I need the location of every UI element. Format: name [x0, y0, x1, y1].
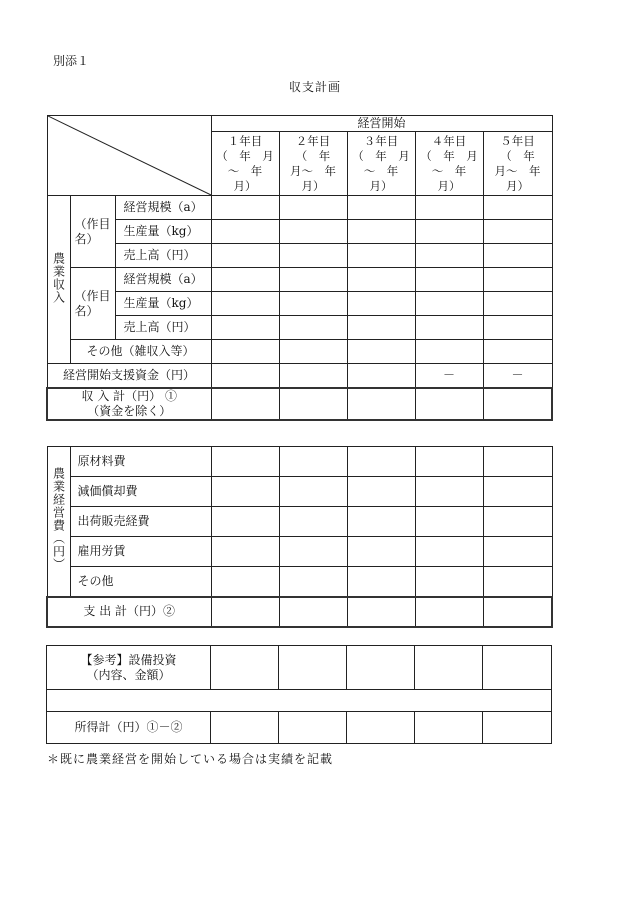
capex-label: 【参考】設備投資 （内容、金額） [47, 646, 211, 690]
support-fund-label: 経営開始支援資金（円） [47, 364, 211, 388]
other-income-label: その他（雑収入等） [70, 340, 211, 364]
year-1-header: １年目 （ 年 月 ～ 年 月） [211, 132, 279, 196]
expense-item-materials: 原材料費 [70, 447, 211, 477]
scale-label-2: 経営規模（a） [115, 268, 211, 292]
sales-label: 売上高（円） [115, 244, 211, 268]
support-year4-dash: － [415, 364, 483, 388]
production-label-2: 生産量（kg） [115, 292, 211, 316]
income-table [46, 115, 553, 421]
expense-item-labor: 雇用労賃 [70, 537, 211, 567]
attachment-label: 別添１ [53, 54, 90, 68]
scale-label: 経営規模（a） [115, 196, 211, 220]
header-diagonal-cell [47, 116, 211, 196]
sales-label-2: 売上高（円） [115, 316, 211, 340]
page-title: 収支計画 [288, 80, 341, 94]
year-3-header: ３年目 （ 年 月 ～ 年 月） [347, 132, 415, 196]
expense-table [46, 446, 553, 628]
expense-item-shipping: 出荷販売経費 [70, 507, 211, 537]
reference-table [46, 645, 552, 744]
expense-item-other: その他 [70, 567, 211, 597]
expense-item-depreciation: 減価償却費 [70, 477, 211, 507]
spacer-row [47, 690, 552, 712]
year-5-header: ５年目 （ 年 月～ 年 月） [483, 132, 552, 196]
expense-group-label: 農業経営費（円） [47, 447, 70, 597]
crop-name-label: （作目名） [70, 196, 115, 268]
income-total-label: 収 入 計（円） ① （資金を除く） [47, 388, 211, 420]
crop-name-label-2: （作目名） [70, 268, 115, 340]
income-group-label: 農業収入 [47, 196, 70, 364]
support-year5-dash: － [483, 364, 552, 388]
expense-total-label: 支 出 計（円）② [47, 597, 211, 627]
header-start: 経営開始 [211, 116, 552, 132]
year-4-header: ４年目 （ 年 月 ～ 年 月） [415, 132, 483, 196]
production-label: 生産量（kg） [115, 220, 211, 244]
footnote: ＊既に農業経営を開始している場合は実績を記載 [47, 752, 334, 766]
income-calc-label: 所得計（円）①－② [47, 712, 211, 744]
year-2-header: ２年目 （ 年 月～ 年 月） [279, 132, 347, 196]
